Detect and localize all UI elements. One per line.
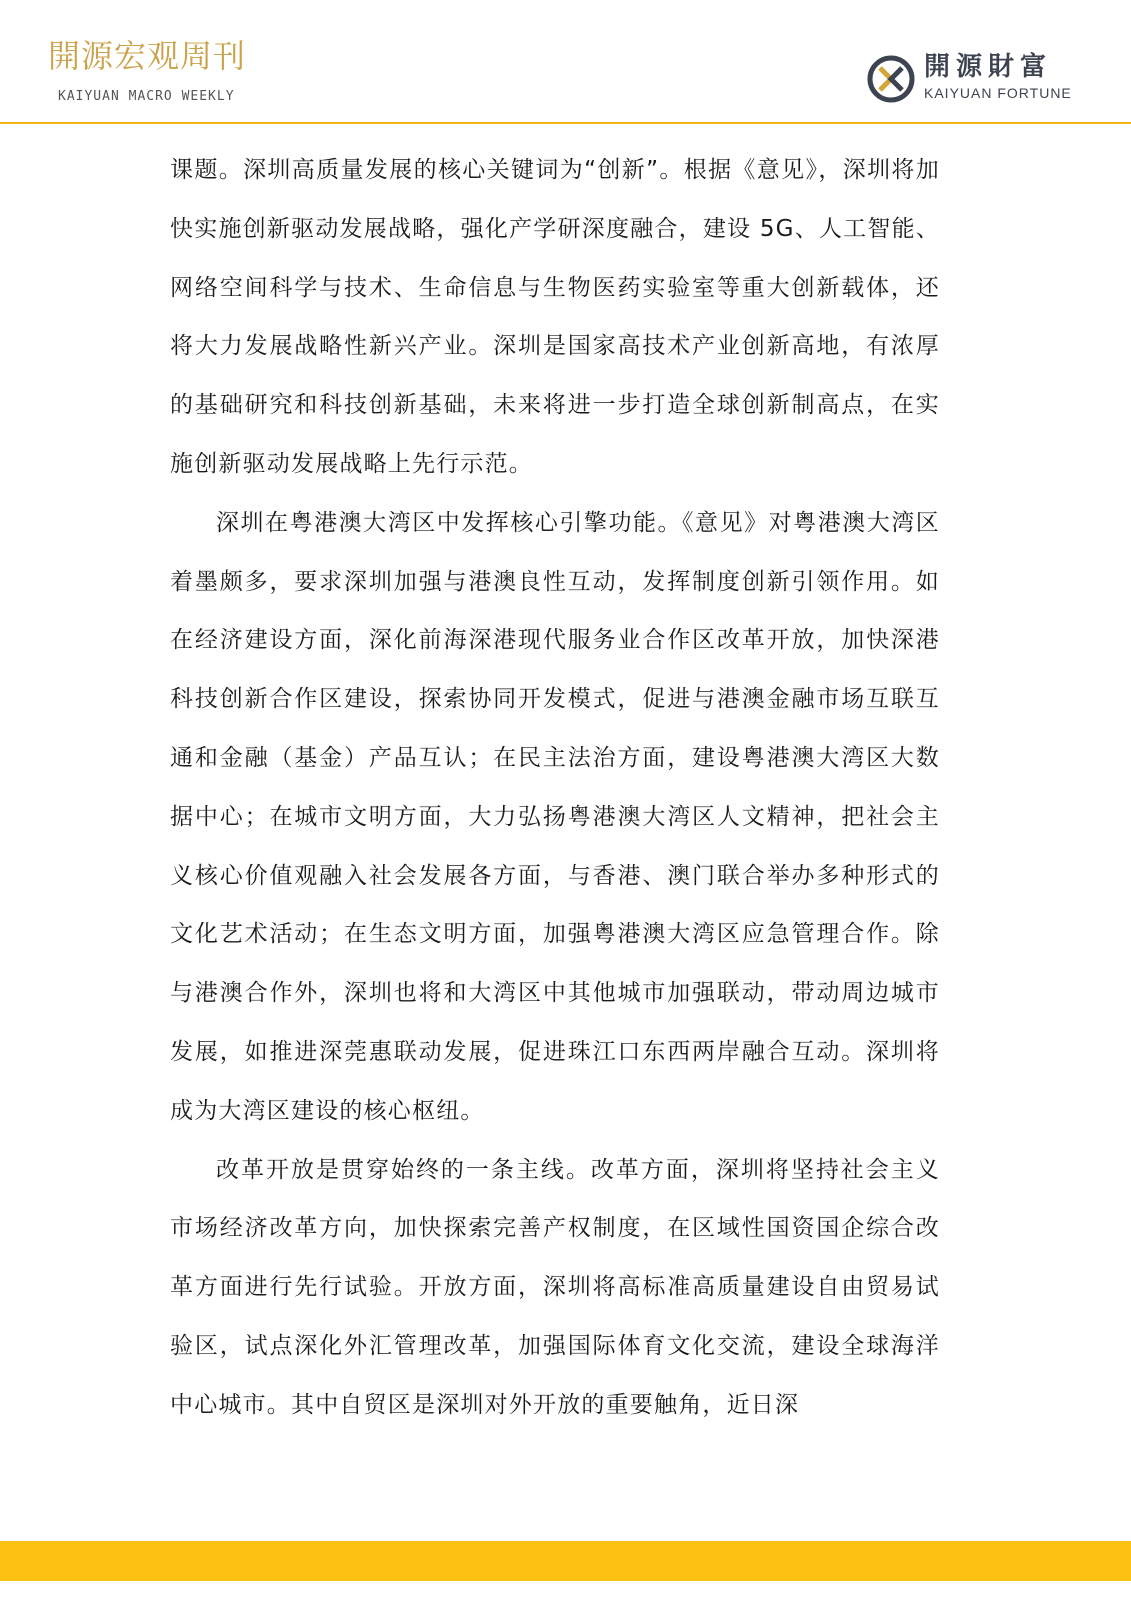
article-body (170, 141, 940, 1435)
logo-english-name: KAIYUAN FORTUNE (924, 85, 1072, 101)
footer-bar (0, 1541, 1131, 1581)
kaiyuan-logo-icon (866, 54, 916, 104)
paragraph-3: 改革开放是贯穿始终的一条主线。改革方面，深圳将坚持社会主义市场经济改革方向，加快探索完善产权制度，在区域性国资国企综合改革方面进行先行试验。开放方面，深圳将高标准高质量建设自由贸易试验区，试点深化外汇管理改革，加强国际体育文化交流，建设全球海洋中心城市。其中自贸区是深圳对外开放的重要触角，近日深 (170, 1156, 940, 1418)
publication-title: 開源宏观周刊 (48, 37, 247, 75)
page-header (0, 0, 1131, 128)
logo-chinese-name: 開源財富 (924, 52, 1053, 82)
paragraph-1: 课题。深圳高质量发展的核心关键词为“创新”。根据《意见》，深圳将加快实施创新驱动发展战略，强化产学研深度融合，建设 5G、人工智能、网络空间科学与技术、生命信息与生物医药实验室等重大创新载体，还将大力发展战略性新兴产业。深圳是国家高技术产业创新高地，有浓厚的基础研究和科技创新基础，未来将进一步打造全球创新制高点，在实施创新驱动发展战略上先行示范。 (170, 157, 940, 477)
company-logo (866, 52, 1096, 108)
paragraph-2: 深圳在粤港澳大湾区中发挥核心引擎功能。《意见》对粤港澳大湾区着墨颇多，要求深圳加强与港澳良性互动，发挥制度创新引领作用。如在经济建设方面，深化前海深港现代服务业合作区改革开放，加快深港科技创新合作区建设，探索协同开发模式，促进与港澳金融市场互联互通和金融（基金）产品互认；在民主法治方面，建设粤港澳大湾区大数据中心；在城市文明方面，大力弘扬粤港澳大湾区人文精神，把社会主义核心价值观融入社会发展各方面，与香港、澳门联合举办多种形式的文化艺术活动；在生态文明方面，加强粤港澳大湾区应急管理合作。除与港澳合作外，深圳也将和大湾区中其他城市加强联动，带动周边城市发展，如推进深莞惠联动发展，促进珠江口东西两岸融合互动。深圳将成为大湾区建设的核心枢纽。 (170, 509, 940, 1124)
publication-subtitle: KAIYUAN MACRO WEEKLY (58, 89, 235, 104)
header-divider (0, 122, 1131, 124)
